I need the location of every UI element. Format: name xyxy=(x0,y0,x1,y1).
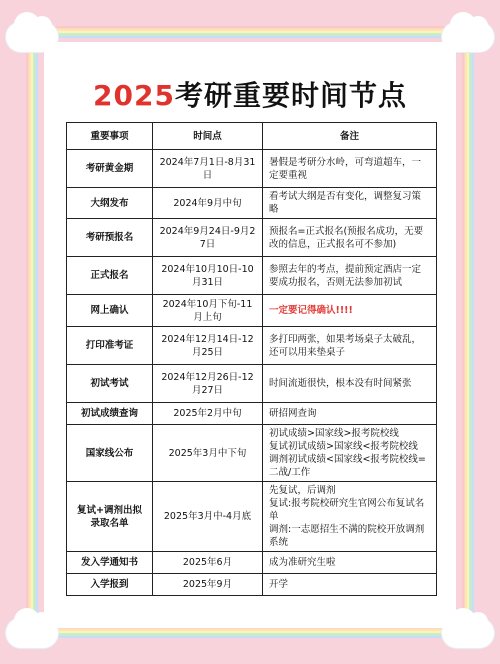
row-item: 网上确认 xyxy=(67,295,153,327)
table-row xyxy=(67,482,437,552)
header-item: 重要事项 xyxy=(67,123,153,150)
row-note xyxy=(263,482,437,552)
row-item: 正式报名 xyxy=(67,257,153,295)
row-note-line: 调剂初试成绩<国家线<报考院校线=二战/工作 xyxy=(269,454,426,478)
title-year: 2025 xyxy=(93,79,175,112)
row-note: 参照去年的考点，提前预定酒店一定要成功报名，否则无法参加初试 xyxy=(263,257,437,295)
row-time: 2024年12月26日-12月27日 xyxy=(153,365,263,403)
table-row xyxy=(67,552,437,574)
row-note: 看考试大纲是否有变化，调整复习策略 xyxy=(263,188,437,219)
table-body xyxy=(67,150,437,596)
table-row xyxy=(67,403,437,425)
header-time: 时间点 xyxy=(153,123,263,150)
row-item: 发入学通知书 xyxy=(67,552,153,574)
table-row xyxy=(67,295,437,327)
table-row xyxy=(67,365,437,403)
table-row xyxy=(67,574,437,596)
row-item: 国家线公布 xyxy=(67,425,153,482)
row-item: 考研预报名 xyxy=(67,219,153,257)
document-sheet xyxy=(44,42,456,628)
row-note-line: 复试初试成绩>国家线<报考院校线 xyxy=(269,441,418,452)
table-row xyxy=(67,188,437,219)
row-note: 时间流逝很快，根本没有时间紧张 xyxy=(263,365,437,403)
row-time: 2024年10月下旬-11月上旬 xyxy=(153,295,263,327)
row-time: 2024年9月中旬 xyxy=(153,188,263,219)
row-time: 2025年3月中下旬 xyxy=(153,425,263,482)
page-title xyxy=(44,74,456,114)
schedule-table xyxy=(66,122,437,596)
row-time: 2025年9月 xyxy=(153,574,263,596)
row-item: 考研黄金期 xyxy=(67,150,153,188)
table-row xyxy=(67,257,437,295)
row-time: 2025年2月中旬 xyxy=(153,403,263,425)
title-text: 考研重要时间节点 xyxy=(174,79,407,112)
row-time: 2024年10月10日-10月31日 xyxy=(153,257,263,295)
row-note xyxy=(263,425,437,482)
table-row xyxy=(67,150,437,188)
table-row xyxy=(67,425,437,482)
row-item: 入学报到 xyxy=(67,574,153,596)
rainbow-border-left xyxy=(26,26,38,638)
row-note-alert: 一定要记得确认!!!! xyxy=(263,295,437,327)
row-note: 预报名=正式报名(预报名成功，无要改的信息，正式报名可不参加) xyxy=(263,219,437,257)
table-row xyxy=(67,219,437,257)
row-note-line: 调剂:一志愿招生不满的院校开放调剂系统 xyxy=(269,524,425,548)
rainbow-border-right xyxy=(462,26,474,638)
row-note: 研招网查询 xyxy=(263,403,437,425)
row-time: 2025年6月 xyxy=(153,552,263,574)
row-note-line: 先复试，后调剂 xyxy=(269,485,336,496)
row-time: 2024年9月24日-9月27日 xyxy=(153,219,263,257)
row-item: 复试+调剂出拟录取名单 xyxy=(67,482,153,552)
row-item: 大纲发布 xyxy=(67,188,153,219)
row-note-line: 初试成绩>国家线>报考院校线 xyxy=(269,428,399,439)
row-note: 多打印两张，如果考场桌子太破乱，还可以用来垫桌子 xyxy=(263,327,437,365)
row-note: 暑假是考研分水岭，可弯道超车，一定要重视 xyxy=(263,150,437,188)
row-item: 初试成绩查询 xyxy=(67,403,153,425)
row-time: 2024年7月1日-8月31日 xyxy=(153,150,263,188)
table-header-row xyxy=(67,123,437,150)
row-note: 成为准研究生啦 xyxy=(263,552,437,574)
row-note-line: 复试:报考院校研究生官网公布复试名单 xyxy=(269,498,425,522)
header-note: 备注 xyxy=(263,123,437,150)
row-note: 开学 xyxy=(263,574,437,596)
row-time: 2025年3月中-4月底 xyxy=(153,482,263,552)
table-row xyxy=(67,327,437,365)
rainbow-border-top xyxy=(26,26,474,38)
row-item: 初试考试 xyxy=(67,365,153,403)
row-item: 打印准考证 xyxy=(67,327,153,365)
row-time: 2024年12月14日-12月25日 xyxy=(153,327,263,365)
